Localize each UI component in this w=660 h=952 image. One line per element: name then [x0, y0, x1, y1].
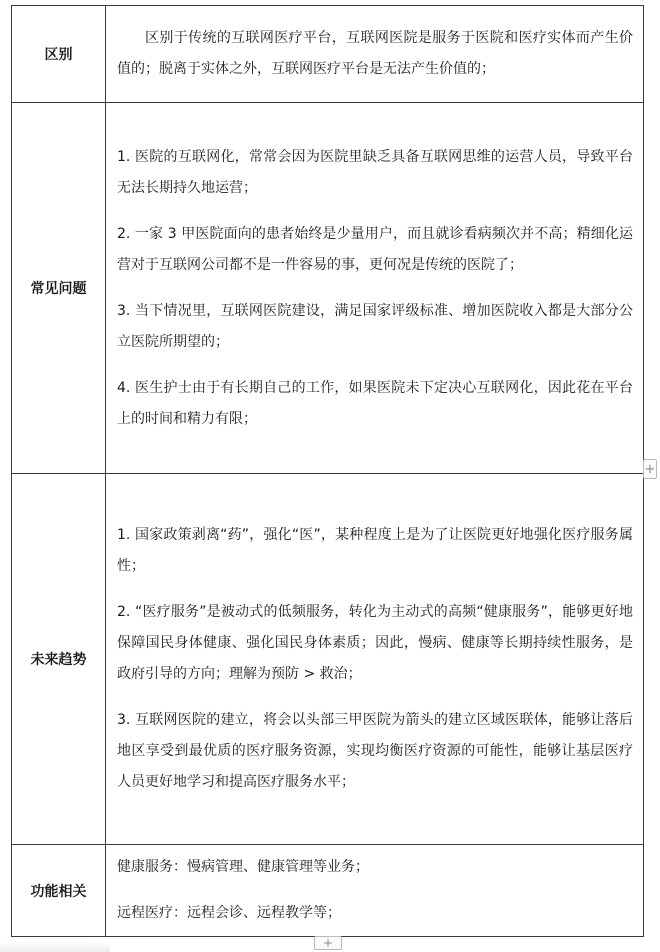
row-label-future-trends: 未来趋势 — [12, 474, 106, 845]
add-row-button[interactable]: + — [314, 936, 342, 950]
cell-common-issues[interactable] — [106, 103, 644, 474]
trend-item-2: 2. “医疗服务”是被动式的低频服务，转化为主动式的高频“健康服务”，能够更好地保障国民身体健康、强化国民身体素质；因此，慢病、健康等长期持续性服务，是政府引导的方向；理解为预防 > 救治； — [117, 604, 633, 682]
table-row-difference — [12, 6, 644, 103]
feature-item-health: 健康服务：慢病管理、健康管理等业务； — [117, 859, 369, 875]
feature-item-remote: 远程医疗：远程会诊、远程教学等； — [117, 905, 341, 921]
difference-paragraph: 区别于传统的互联网医疗平台，互联网医院是服务于医院和医疗实体而产生价值的；脱离于实体之外，互联网医疗平台是无法产生价值的； — [117, 30, 633, 77]
issue-item-4: 4. 医生护士由于有长期自己的工作，如果医院未下定决心互联网化，因此花在平台上的时间和精力有限； — [117, 379, 633, 427]
row-label-common-issues: 常见问题 — [12, 103, 106, 474]
cell-future-trends[interactable] — [106, 474, 644, 845]
trend-item-1: 1. 国家政策剥离“药”，强化“医”，某种程度上是为了让医院更好地强化医疗服务属性； — [117, 527, 633, 574]
table-row-future-trends — [12, 474, 644, 845]
issue-item-3: 3. 当下情况里，互联网医院建设，满足国家评级标准、增加医院收入都是大部分公立医院所期望的； — [117, 302, 633, 350]
page-edge-shadow — [0, 940, 110, 952]
issue-item-2: 2. 一家 3 甲医院面向的患者始终是少量用户，而且就诊看病频次并不高；精细化运营对于互联网公司都不是一件容易的事，更何况是传统的医院了； — [117, 225, 633, 273]
row-label-difference: 区别 — [12, 6, 106, 103]
cell-difference[interactable] — [106, 6, 644, 103]
comparison-table — [11, 5, 644, 937]
table-row-features — [12, 845, 644, 937]
issue-item-1: 1. 医院的互联网化，常常会因为医院里缺乏具备互联网思维的运营人员，导致平台无法长期持久地运营； — [117, 148, 633, 196]
cell-features[interactable] — [106, 845, 644, 937]
row-label-features: 功能相关 — [12, 845, 106, 937]
table-row-common-issues — [12, 103, 644, 474]
trend-item-3: 3. 互联网医院的建立，将会以头部三甲医院为箭头的建立区域医联体，能够让落后地区享受到最优质的医疗服务资源，实现均衡医疗资源的可能性，能够让基层医疗人员更好地学习和提高医疗服务水平； — [117, 712, 633, 790]
add-column-button[interactable]: + — [643, 459, 657, 479]
